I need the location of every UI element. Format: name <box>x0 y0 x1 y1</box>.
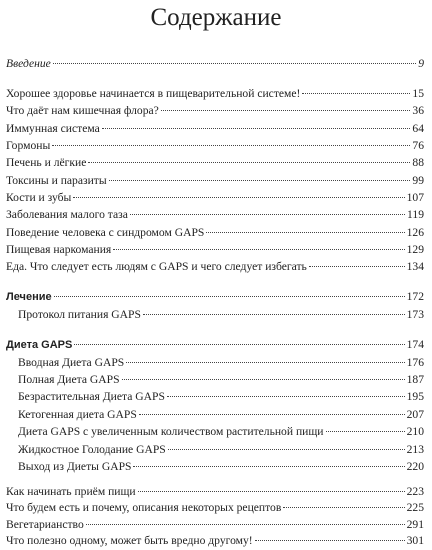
toc-entry-label: Гормоны <box>6 138 51 152</box>
dot-leader <box>88 162 410 163</box>
toc-entry-page: 187 <box>406 373 424 387</box>
dot-leader <box>133 466 404 467</box>
toc-entry-label: Иммунная система <box>6 121 100 135</box>
toc-entry-page: 88 <box>412 156 424 170</box>
dot-leader <box>161 110 411 111</box>
toc-entry[interactable] <box>6 154 424 172</box>
toc-entry-page: 291 <box>406 517 424 531</box>
toc-entry[interactable] <box>6 137 424 155</box>
toc-subentry[interactable] <box>18 406 424 424</box>
page-title: Содержание <box>150 4 282 31</box>
dot-leader <box>126 362 404 363</box>
dot-leader <box>326 431 405 432</box>
toc-entry-page: 223 <box>406 484 424 498</box>
toc-entry-page: 36 <box>412 104 424 118</box>
dot-leader <box>167 396 405 397</box>
toc-entry[interactable] <box>6 499 424 517</box>
toc-entry[interactable] <box>6 516 424 534</box>
toc-entry-label: Заболевания малого таза <box>6 208 128 222</box>
dot-leader <box>139 414 405 415</box>
dot-leader <box>86 524 405 525</box>
toc-entry[interactable] <box>6 483 424 501</box>
toc-entry-label: Печень и лёгкие <box>6 156 87 170</box>
toc-entry-page: 15 <box>412 86 424 100</box>
toc-subentry[interactable] <box>18 458 424 476</box>
dot-leader <box>122 379 405 380</box>
toc-entry-page: 195 <box>406 390 424 404</box>
toc-entry[interactable] <box>6 172 424 190</box>
dot-leader <box>53 63 416 64</box>
dot-leader <box>54 296 405 297</box>
toc-subentry[interactable] <box>18 388 424 406</box>
toc-entry-page: 173 <box>406 307 424 321</box>
toc-entry-label: Что полезно одному, может быть вредно другому! <box>6 534 253 547</box>
toc-entry-label: Что будем есть и почему, описания некоторых рецептов <box>6 501 282 515</box>
toc-entry-page: 134 <box>406 260 424 274</box>
dot-leader <box>206 232 404 233</box>
dot-leader <box>143 314 405 315</box>
toc-section-gaps-diet[interactable] <box>6 336 424 354</box>
toc-entry-page: 76 <box>412 138 424 152</box>
toc-entry-page: 172 <box>406 290 424 304</box>
toc-subentry[interactable] <box>18 354 424 372</box>
toc-entry-page: 129 <box>406 243 424 256</box>
toc-entry-page: 9 <box>418 57 424 70</box>
toc-entry-page: 220 <box>406 459 424 473</box>
toc-entry-label: Кости и зубы <box>6 190 72 204</box>
dot-leader <box>102 128 411 129</box>
toc-entry[interactable] <box>6 120 424 138</box>
toc-entry[interactable] <box>6 189 424 207</box>
toc-entry-label: Безрастительная Диета GAPS <box>18 390 165 404</box>
toc-entry-label: Пищевая наркомания <box>6 243 112 256</box>
toc-entry[interactable] <box>6 85 424 103</box>
table-of-contents <box>6 0 424 550</box>
toc-entry[interactable] <box>6 258 424 276</box>
dot-leader <box>109 180 411 181</box>
toc-subentry[interactable] <box>18 441 424 459</box>
toc-entry-label: Токсины и паразиты <box>6 173 107 187</box>
toc-entry-label: Диета GAPS <box>6 339 73 352</box>
toc-entry-label: Выход из Диеты GAPS <box>18 459 132 473</box>
toc-entry-page: 225 <box>406 501 424 515</box>
toc-entry-label: Поведение человека с синдромом GAPS <box>6 225 205 239</box>
toc-entry-label: Еда. Что следует есть людям с GAPS и чего следует избегать <box>6 260 307 274</box>
dot-leader <box>283 507 404 508</box>
dot-leader <box>73 197 404 198</box>
dot-leader <box>74 344 404 345</box>
toc-entry-page: 64 <box>412 121 424 135</box>
toc-entry[interactable] <box>6 102 424 120</box>
toc-section-treatment[interactable] <box>6 288 424 306</box>
toc-entry-page: 126 <box>406 225 424 239</box>
toc-entry-page: 99 <box>412 173 424 187</box>
dot-leader <box>255 540 405 541</box>
dot-leader <box>52 145 410 146</box>
dot-leader <box>168 449 405 450</box>
dot-leader <box>309 266 405 267</box>
toc-entry-label: Полная Диета GAPS <box>18 373 120 387</box>
toc-subentry[interactable] <box>18 423 424 441</box>
toc-subentry[interactable] <box>18 306 424 324</box>
toc-entry-label: Кетогенная диета GAPS <box>18 407 137 421</box>
toc-entry-page: 176 <box>406 355 424 369</box>
toc-entry-page: 107 <box>406 190 424 204</box>
toc-entry-page: 210 <box>406 425 424 439</box>
toc-subentry[interactable] <box>18 371 424 389</box>
toc-entry-page: 207 <box>406 407 424 421</box>
toc-entry-label: Что даёт нам кишечная флора? <box>6 104 159 118</box>
toc-entry-label: Вегетарианство <box>6 517 84 531</box>
toc-entry-introduction[interactable] <box>6 55 424 73</box>
toc-entry-label: Диета GAPS с увеличенным количеством растительной пищи <box>18 425 324 439</box>
dot-leader <box>130 214 405 215</box>
toc-entry-label: Введение <box>6 57 51 70</box>
dot-leader <box>302 93 410 94</box>
toc-entry-page: 119 <box>407 208 424 222</box>
toc-entry-page: 213 <box>406 442 424 456</box>
dot-leader <box>113 249 404 250</box>
toc-entry[interactable] <box>6 532 424 550</box>
dot-leader <box>138 491 405 492</box>
toc-entry-label: Хорошее здоровье начинается в пищеварительной системе! <box>6 86 301 100</box>
toc-entry-page: 174 <box>406 338 424 352</box>
toc-entry-label: Жидкостное Голодание GAPS <box>18 442 166 456</box>
toc-entry[interactable] <box>6 224 424 242</box>
toc-entry-page: 301 <box>406 534 424 547</box>
toc-entry-label: Протокол питания GAPS <box>18 307 141 321</box>
toc-entry-label: Вводная Диета GAPS <box>18 355 125 369</box>
toc-entry-label: Лечение <box>6 291 52 304</box>
toc-entry[interactable] <box>6 206 424 224</box>
toc-entry[interactable] <box>6 241 424 259</box>
toc-entry-label: Как начинать приём пищи <box>6 484 136 498</box>
